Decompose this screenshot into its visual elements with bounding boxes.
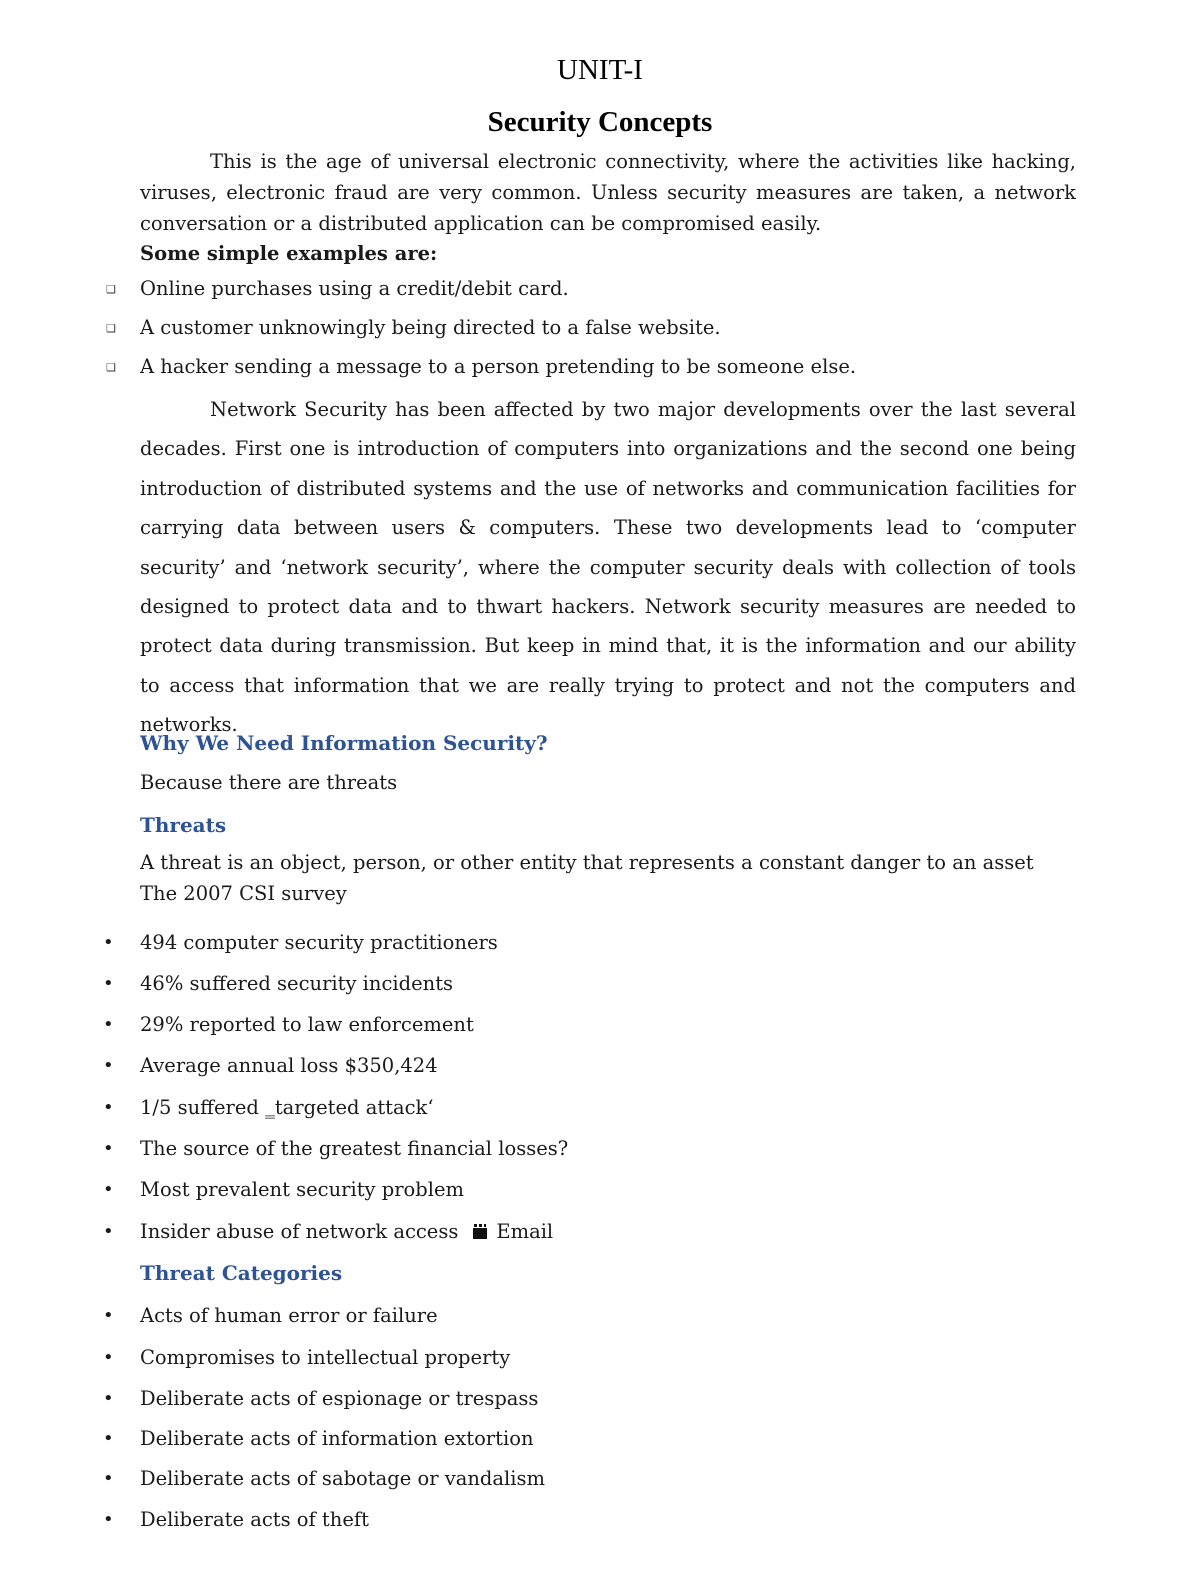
bullet-icon: [103, 1138, 114, 1159]
bullet-icon: [103, 932, 114, 953]
bullet-icon: [103, 1468, 114, 1489]
survey-item: The source of the greatest financial losses?: [140, 1137, 569, 1160]
example-item: A hacker sending a message to a person pretending to be someone else.: [140, 355, 857, 378]
category-item: Acts of human error or failure: [140, 1304, 438, 1327]
bullet-icon: [103, 1014, 114, 1035]
bullet-icon: [103, 1055, 114, 1076]
email-icon: [472, 1224, 488, 1239]
survey-item-last: [140, 1220, 553, 1243]
threats-definition: A threat is an object, person, or other entity that represents a constant danger to an asset: [140, 851, 1034, 874]
survey-item: 494 computer security practitioners: [140, 931, 498, 954]
bullet-icon: [103, 1509, 114, 1530]
examples-heading: Some simple examples are:: [140, 242, 438, 265]
why-heading: Why We Need Information Security?: [140, 731, 548, 755]
example-item: A customer unknowingly being directed to a false website.: [140, 316, 721, 339]
intro-paragraph: This is the age of universal electronic connectivity, where the activities like hacking, viruses, electronic fraud are very common. Unless security measures are taken, a network conversation or a distributed application can be compromised easily.: [140, 150, 1076, 235]
category-item: Deliberate acts of espionage or trespass: [140, 1387, 539, 1410]
bullet-icon: [103, 1179, 114, 1200]
survey-item: 46% suffered security incidents: [140, 972, 454, 995]
network-security-paragraph: Network Security has been affected by two major developments over the last several decades. First one is introduction of computers into organizations and the second one being introduction of distributed systems and the use of networks and communication facilities for carrying data between users & computers. These two developments lead to ‘computer security’ and ‘network security’, where the computer security deals with collection of tools designed to protect data and to thwart hackers. Network security measures are needed to protect data during transmission. But keep in mind that, it is the information and our ability to access that information that we are really trying to protect and not the computers and networks.: [140, 398, 1076, 737]
bullet-icon: [103, 1221, 114, 1242]
category-item: Deliberate acts of sabotage or vandalism: [140, 1467, 546, 1490]
survey-item: 1/5 suffered ‗targeted attack‘: [140, 1096, 434, 1119]
threats-heading: Threats: [140, 813, 227, 837]
survey-item: Average annual loss $350,424: [140, 1054, 438, 1077]
survey-item: Most prevalent security problem: [140, 1178, 465, 1201]
category-item: Compromises to intellectual property: [140, 1346, 511, 1369]
bullet-icon: [103, 1428, 114, 1449]
category-item: Deliberate acts of information extortion: [140, 1427, 534, 1450]
threat-categories-heading: Threat Categories: [140, 1261, 343, 1285]
bullet-icon: [103, 973, 114, 994]
category-item: Deliberate acts of theft: [140, 1508, 369, 1531]
bullet-icon: [103, 1097, 114, 1118]
bullet-icon: [103, 1305, 114, 1326]
checkbox-bullet-icon: [106, 361, 116, 374]
checkbox-bullet-icon: [106, 283, 116, 296]
bullet-icon: [103, 1347, 114, 1368]
page-title: UNIT-I: [557, 54, 643, 86]
bullet-icon: [103, 1388, 114, 1409]
survey-item-suffix: Email: [496, 1220, 554, 1243]
survey-item: 29% reported to law enforcement: [140, 1013, 474, 1036]
why-text: Because there are threats: [140, 771, 398, 794]
survey-label: The 2007 CSI survey: [140, 882, 347, 905]
checkbox-bullet-icon: [106, 322, 116, 335]
page-subtitle: Security Concepts: [487, 106, 713, 138]
example-item: Online purchases using a credit/debit card.: [140, 277, 569, 300]
survey-item: Insider abuse of network access: [140, 1220, 459, 1243]
